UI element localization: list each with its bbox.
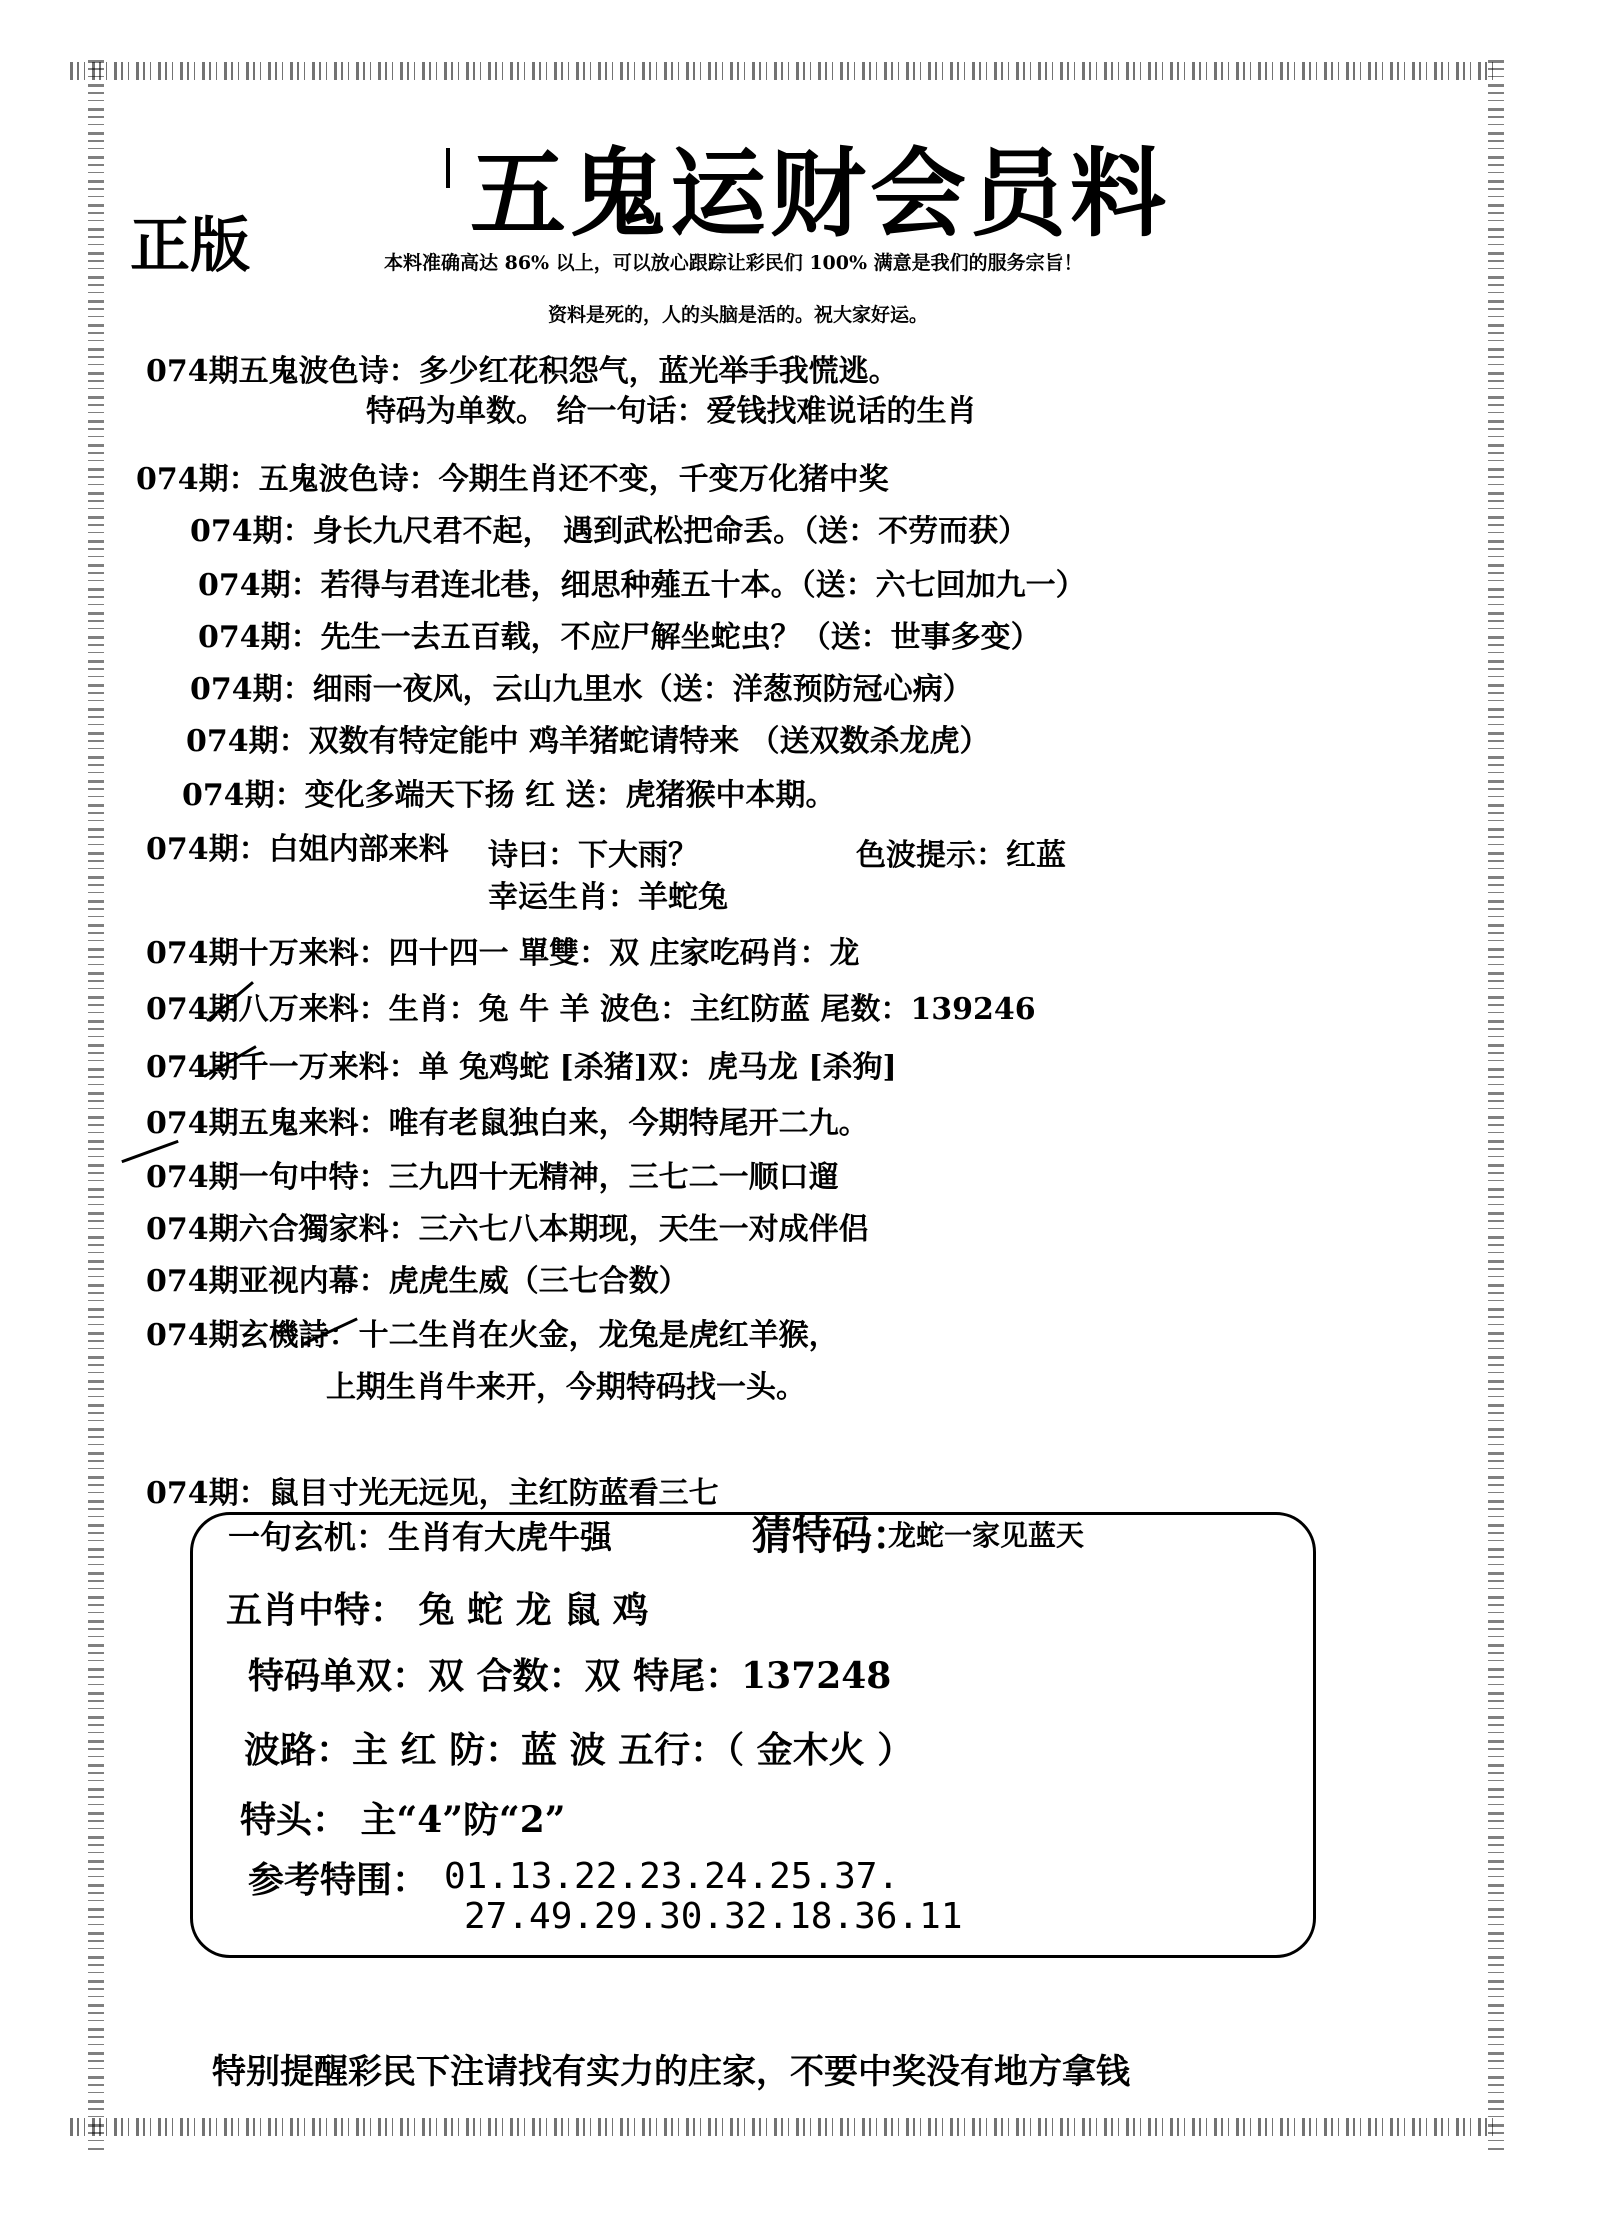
box-guess-label: 猜特码： — [752, 1512, 912, 1559]
box-wave: 波路：主 红 防：蓝 波 五行：（ 金木火 ） — [244, 1729, 914, 1771]
title-bar-mark — [446, 148, 450, 188]
footer-notice: 特别提醒彩民下注请找有实力的庄家，不要中奖没有地方拿钱 — [212, 2052, 1130, 2092]
box-odd-even: 特码单双：双 合数：双 特尾：137248 — [248, 1655, 892, 1697]
box-five-zodiac: 五肖中特： 兔 蛇 龙 鼠 鸡 — [226, 1589, 649, 1631]
entry-line: 074期千一万来料：单 兔鸡蛇 [杀猪]双：虎马龙 [杀狗] — [146, 1050, 897, 1085]
entry-line: 074期：白姐内部来料 — [146, 832, 449, 867]
entry-line: 074期亚视内幕：虎虎生威（三七合数） — [146, 1264, 689, 1299]
box-guess-value: 龙蛇一家见蓝天 — [888, 1519, 1085, 1552]
entry-line: 上期生肖牛来开，今期特码找一头。 — [326, 1370, 806, 1405]
edition-label: 正版 — [130, 211, 250, 281]
page-title: 五鬼运财会员料 — [470, 137, 1170, 250]
entry-line: 074期十万来料：四十四一 單雙：双 庄家吃码肖：龙 — [146, 936, 860, 971]
entry-line: 074期：变化多端天下扬 红 送：虎猪猴中本期。 — [182, 778, 836, 813]
top-border-pattern — [70, 62, 1500, 80]
entry-line: 074期八万来料：生肖：兔 牛 羊 波色：主红防蓝 尾数：139246 — [146, 992, 1036, 1027]
entry-line: 074期：若得与君连北巷，细思种薤五十本。（送：六七回加九一） — [198, 568, 1086, 603]
right-border-pattern — [1488, 60, 1504, 2150]
entry-line: 074期：细雨一夜风，云山九里水（送：洋葱预防冠心病） — [190, 672, 973, 707]
subtitle-line-1: 本料准确高达 86% 以上，可以放心跟踪让彩民们 100% 满意是我们的服务宗旨！ — [384, 252, 1083, 274]
entry-line: 074期：双数有特定能中 鸡羊猪蛇请特来 （送双数杀龙虎） — [186, 724, 990, 759]
entry-line: 074期玄機詩：十二生肖在火金，龙兔是虎红羊猴， — [146, 1318, 839, 1353]
left-border-pattern — [88, 60, 104, 2150]
subtitle-line-2: 资料是死的，人的头脑是活的。祝大家好运。 — [548, 304, 929, 326]
entry-line: 074期一句中特：三九四十无精神，三七二一顺口遛 — [146, 1160, 839, 1195]
entry-line: 074期：五鬼波色诗：今期生肖还不变，千变万化猪中奖 — [136, 462, 889, 497]
entry-line: 074期：身长九尺君不起， 遇到武松把命丢。（送：不劳而获） — [190, 514, 1029, 549]
box-head: 特头： 主“4”防“2” — [240, 1799, 566, 1841]
entry-line: 074期：鼠目寸光无远见，主红防蓝看三七 — [146, 1476, 719, 1511]
entry-line: 诗曰：下大雨？ — [488, 838, 698, 873]
entry-line: 074期五鬼来料：唯有老鼠独白来，今期特尾开二九。 — [146, 1106, 869, 1141]
box-ref-label: 参考特围： — [248, 1859, 429, 1901]
entry-line: 074期六合獨家料：三六七八本期现，天生一对成伴侣 — [146, 1212, 869, 1247]
box-ref-line-2: 27.49.29.30.32.18.36.11 — [464, 1896, 963, 1937]
entry-line: 074期五鬼波色诗：多少红花积怨气，蓝光举手我慌逃。 — [146, 354, 899, 389]
entry-line: 074期：先生一去五百载，不应尸解坐蛇虫？（送：世事多变） — [198, 620, 1041, 655]
entry-line: 特码为单数。 给一句话：爱钱找难说话的生肖 — [366, 394, 977, 429]
bottom-border-pattern — [70, 2118, 1500, 2136]
box-riddle-line: 一句玄机：生肖有大虎牛强 — [228, 1518, 613, 1556]
box-ref-line-1: 01.13.22.23.24.25.37. — [444, 1856, 900, 1897]
entry-line: 幸运生肖：羊蛇兔 — [488, 880, 728, 915]
entry-line: 色波提示：红蓝 — [856, 838, 1066, 873]
